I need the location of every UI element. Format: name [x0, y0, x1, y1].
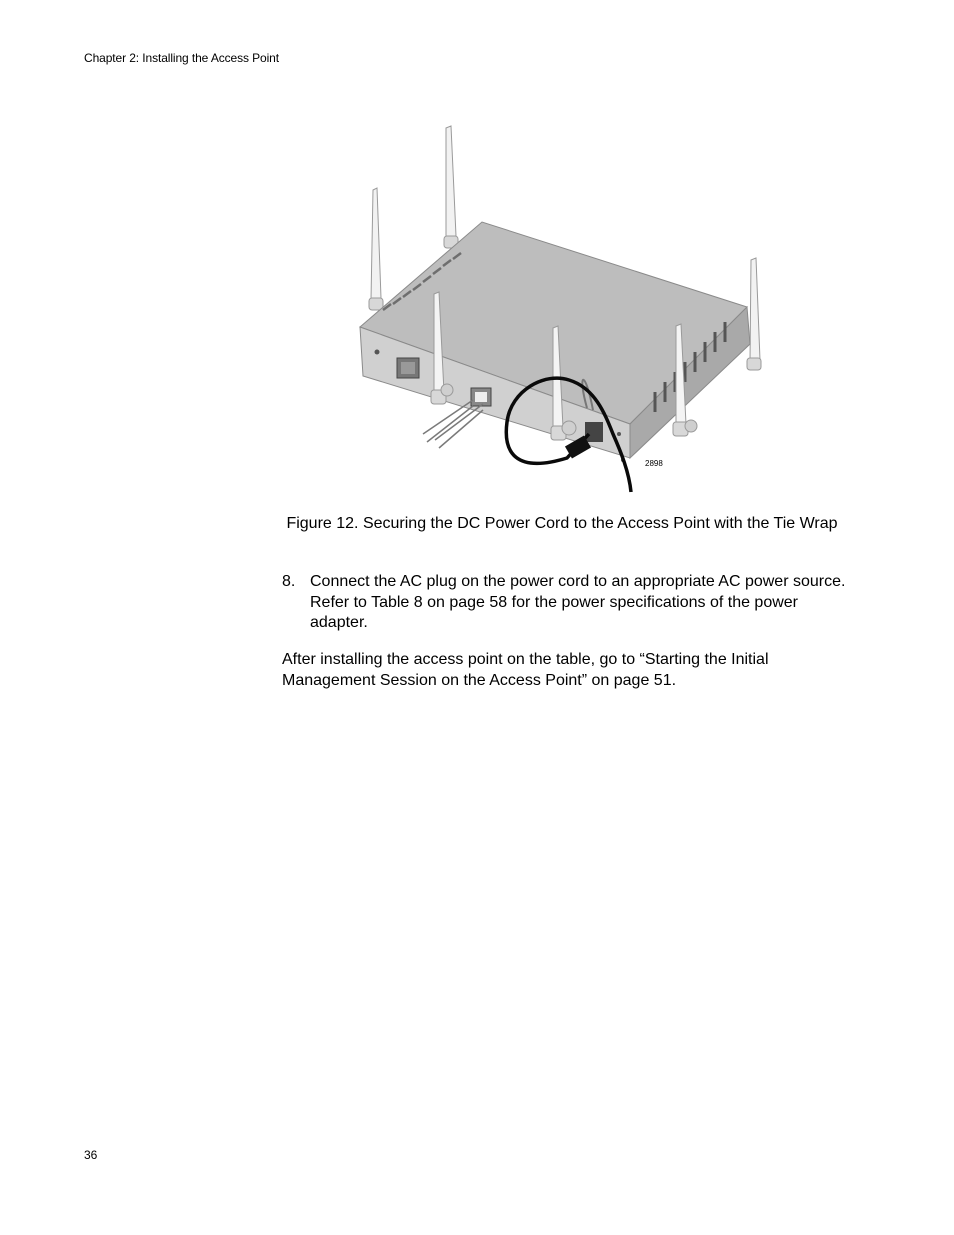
dc-jack — [585, 422, 603, 442]
antenna-back-right — [747, 258, 761, 370]
body-paragraph: After installing the access point on the table, go to “Starting the Initial Management Session on the Access Point” on page 51. — [282, 651, 769, 689]
antenna-back-center — [444, 126, 458, 248]
page-number: 36 — [84, 1148, 98, 1162]
access-point-illustration — [355, 122, 770, 494]
step-number: 8. — [282, 573, 296, 590]
running-header: Chapter 2: Installing the Access Point — [84, 51, 279, 65]
step-8 — [282, 572, 852, 634]
step-text: Connect the AC plug on the power cord to an appropriate AC power source. Refer to Table 8 on page 58 for the power specifications of the power adapter. — [310, 573, 846, 631]
antenna-back-left — [369, 188, 383, 310]
figure-caption: Figure 12. Securing the DC Power Cord to the Access Point with the Tie Wrap — [286, 515, 838, 532]
illustration-id-label: 2898 — [645, 459, 663, 468]
